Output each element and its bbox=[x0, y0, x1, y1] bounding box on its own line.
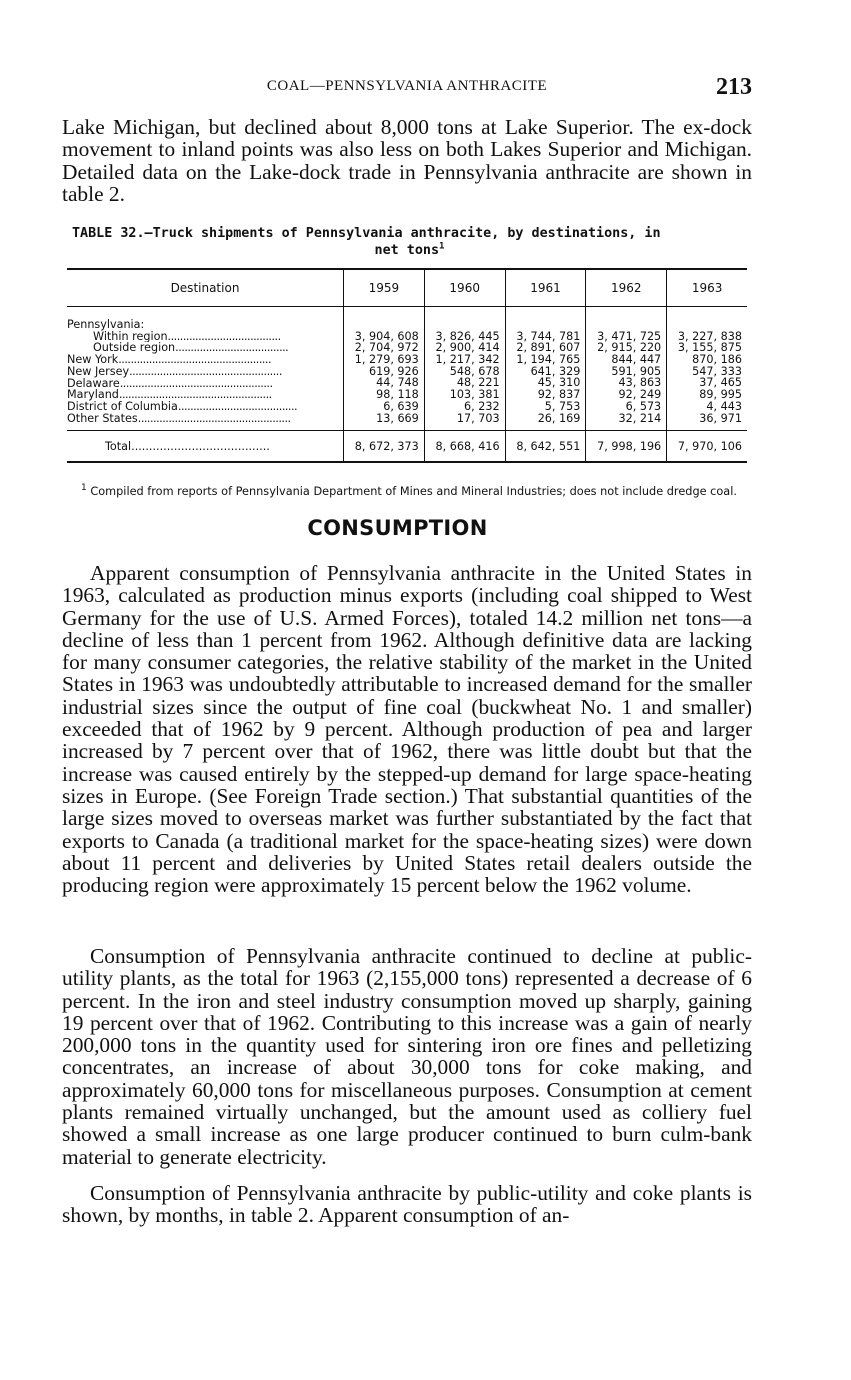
total-cell: 8, 672, 373 bbox=[343, 431, 424, 461]
table-caption-line2-wrap bbox=[72, 242, 747, 259]
table-cell: 36, 971 bbox=[699, 411, 742, 425]
row-label: Delaware.................................................. bbox=[67, 377, 273, 390]
table-caption-line2: net tons bbox=[374, 243, 440, 258]
table-cell: 3, 227, 838 bbox=[677, 329, 742, 343]
table-cell: 3, 904, 608 bbox=[354, 329, 419, 343]
row-label: New York.................................................. bbox=[67, 354, 272, 366]
intro-paragraph: Lake Michigan, but declined about 8,000 tons at Lake Superior. The ex-dock movement to inland points was also less on both Lakes Superior and Michigan. Detailed data on the Lake-dock trade in Pennsylvania anthracite are shown in table 2. bbox=[62, 115, 752, 206]
header-destination: Destination bbox=[170, 281, 240, 295]
spacer-cell bbox=[506, 319, 581, 331]
table-cell: 1, 217, 342 bbox=[435, 353, 500, 367]
total-cell: 8, 642, 551 bbox=[505, 431, 586, 461]
running-head bbox=[62, 74, 752, 102]
total-cell: 7, 998, 196 bbox=[585, 431, 666, 461]
spacer-cell bbox=[586, 319, 661, 331]
section-heading: CONSUMPTION bbox=[307, 516, 488, 540]
row-label: Outside region..................................... bbox=[93, 342, 289, 355]
body-paragraph: Apparent consumption of Pennsylvania anthracite in the United States in 1963, calculated as production minus exports (including coal shipped to West Germany for the use of U.S. Armed Forces), totaled 14.2 million net tons—a decline of less than 1 percent from 1962. Although definitive data are lacking for many consumer categories, the relative stability of the market in the United States in 1963 was undoubtedly attributable to increased demand for the smaller industrial sizes since the output of fine coal (buckwheat No. 1 and smaller) exceeded that of 1962 by 9 percent. Although production of pea and larger increased by 7 percent over that of 1962, there was little doubt but that the increase was caused entirely by the stepped-up demand for large space-heating sizes in Europe. (See Foreign Trade section.) That substantial quantities of the large sizes moved to overseas market was further substantiated by the fact that exports to Canada (a traditional market for the space-heating sizes) were down about 11 percent and deliveries by United States retail dealers outside the producing region were approximately 15 percent below the 1962 volume. bbox=[62, 561, 752, 898]
table-cell: 641, 329 bbox=[530, 364, 581, 378]
spacer-cell bbox=[667, 319, 742, 331]
header-year: 1962 bbox=[585, 270, 666, 306]
table-cell: 37, 465 bbox=[699, 376, 742, 390]
year-column-1960 bbox=[424, 307, 505, 430]
year-column-1959 bbox=[343, 307, 424, 430]
table-cell: 548, 678 bbox=[449, 364, 500, 378]
running-head-title: COAL—PENNSYLVANIA ANTHRACITE bbox=[266, 78, 548, 94]
table-cell: 1, 279, 693 bbox=[354, 353, 419, 367]
table-cell: 43, 863 bbox=[618, 376, 662, 390]
row-label: Other States.................................................. bbox=[67, 412, 291, 425]
table-cell: 103, 381 bbox=[449, 388, 500, 402]
table-cell: 48, 221 bbox=[456, 376, 500, 390]
table-cell: 844, 447 bbox=[611, 353, 662, 367]
table-cell: 2, 900, 414 bbox=[435, 341, 500, 355]
table-cell: 619, 926 bbox=[368, 364, 419, 378]
total-cell: 8, 668, 416 bbox=[424, 431, 505, 461]
table-cell: 3, 471, 725 bbox=[597, 329, 662, 343]
table-cell: 1, 194, 765 bbox=[516, 353, 581, 367]
spacer-cell bbox=[425, 319, 500, 331]
table-cell: 591, 905 bbox=[611, 364, 662, 378]
table-cell: 26, 169 bbox=[537, 411, 581, 425]
row-label: Maryland.................................................. bbox=[67, 389, 272, 401]
table-cell: 5, 753 bbox=[544, 399, 581, 413]
table-cell: 547, 333 bbox=[692, 364, 742, 378]
body-paragraph: Consumption of Pennsylvania anthracite by public-utility and coke plants is shown, by months, in table 2. Apparent consumption of an- bbox=[62, 1181, 752, 1228]
year-column-1961 bbox=[505, 307, 586, 430]
table-cell: 870, 186 bbox=[692, 353, 742, 367]
table-cell: 2, 704, 972 bbox=[354, 341, 419, 355]
table-cell: 92, 837 bbox=[537, 388, 581, 402]
table-cell: 44, 748 bbox=[376, 376, 419, 390]
table-cell: 3, 826, 445 bbox=[435, 329, 500, 343]
table-cell: 89, 995 bbox=[699, 388, 742, 402]
header-year: 1959 bbox=[343, 270, 424, 306]
total-cell: 7, 970, 106 bbox=[666, 431, 747, 461]
table-cell: 4, 443 bbox=[706, 399, 742, 413]
footnote-text: Compiled from reports of Pennsylvania Department of Mines and Mineral Industries; does not include dredge coal. bbox=[90, 485, 737, 498]
table-caption bbox=[72, 225, 747, 259]
table-header-row bbox=[67, 270, 747, 306]
table-cell: 13, 669 bbox=[376, 411, 419, 425]
table-cell: 17, 703 bbox=[456, 411, 500, 425]
table-cell: 98, 118 bbox=[376, 388, 419, 402]
spacer-cell bbox=[344, 319, 419, 331]
table-cell: 3, 155, 875 bbox=[677, 341, 742, 355]
table-cell: 2, 915, 220 bbox=[597, 341, 662, 355]
year-column-1963 bbox=[666, 307, 747, 430]
header-year: 1963 bbox=[666, 270, 747, 306]
row-label: District of Columbia....................................... bbox=[67, 400, 298, 413]
header-year: 1961 bbox=[505, 270, 586, 306]
table-cell: 32, 214 bbox=[618, 411, 662, 425]
footnote-mark: 1 bbox=[81, 483, 87, 494]
group-label: Pennsylvania: bbox=[67, 319, 145, 331]
truck-shipments-table bbox=[67, 268, 747, 463]
table-cell: 3, 744, 781 bbox=[516, 329, 581, 343]
page-number: 213 bbox=[716, 74, 752, 100]
destination-column bbox=[67, 307, 343, 430]
table-cell: 45, 310 bbox=[537, 376, 581, 390]
row-label: Within region..................................... bbox=[93, 330, 281, 343]
table-body bbox=[67, 307, 747, 430]
table-cell: 2, 891, 607 bbox=[516, 341, 581, 355]
table-total-row bbox=[67, 431, 747, 461]
table-cell: 6, 573 bbox=[625, 399, 662, 413]
table-bottom-rule bbox=[67, 461, 747, 463]
table-footnote bbox=[67, 483, 747, 498]
body-paragraph: Consumption of Pennsylvania anthracite continued to decline at public-utility plants, as the total for 1963 (2,155,000 tons) represented a decrease of 6 percent. In the iron and steel industry consumption moved up sharply, gaining 19 percent over that of 1962. Contributing to this increase was a gain of nearly 200,000 tons in the quantity used for sintering iron ore fines and pelletizing concentrates, an increase of about 30,000 tons for coke making, and approximately 60,000 tons for miscellaneous purposes. Consumption at cement plants remained virtually unchanged, but the amount used as colliery fuel showed a small increase as one large producer continued to burn culm-bank material to generate electricity. bbox=[62, 944, 752, 1169]
header-year: 1960 bbox=[424, 270, 505, 306]
total-label: Total ....................................... bbox=[105, 439, 270, 453]
row-label: New Jersey.................................................. bbox=[67, 365, 282, 378]
table-cell: 6, 232 bbox=[464, 399, 500, 413]
year-column-1962 bbox=[585, 307, 666, 430]
table-caption-footnote-mark: 1 bbox=[439, 241, 445, 252]
table-cell: 6, 639 bbox=[383, 399, 419, 413]
table-cell: 92, 249 bbox=[618, 388, 662, 402]
table-caption-line1: TABLE 32.—Truck shipments of Pennsylvania anthracite, by destinations, in bbox=[72, 226, 661, 241]
